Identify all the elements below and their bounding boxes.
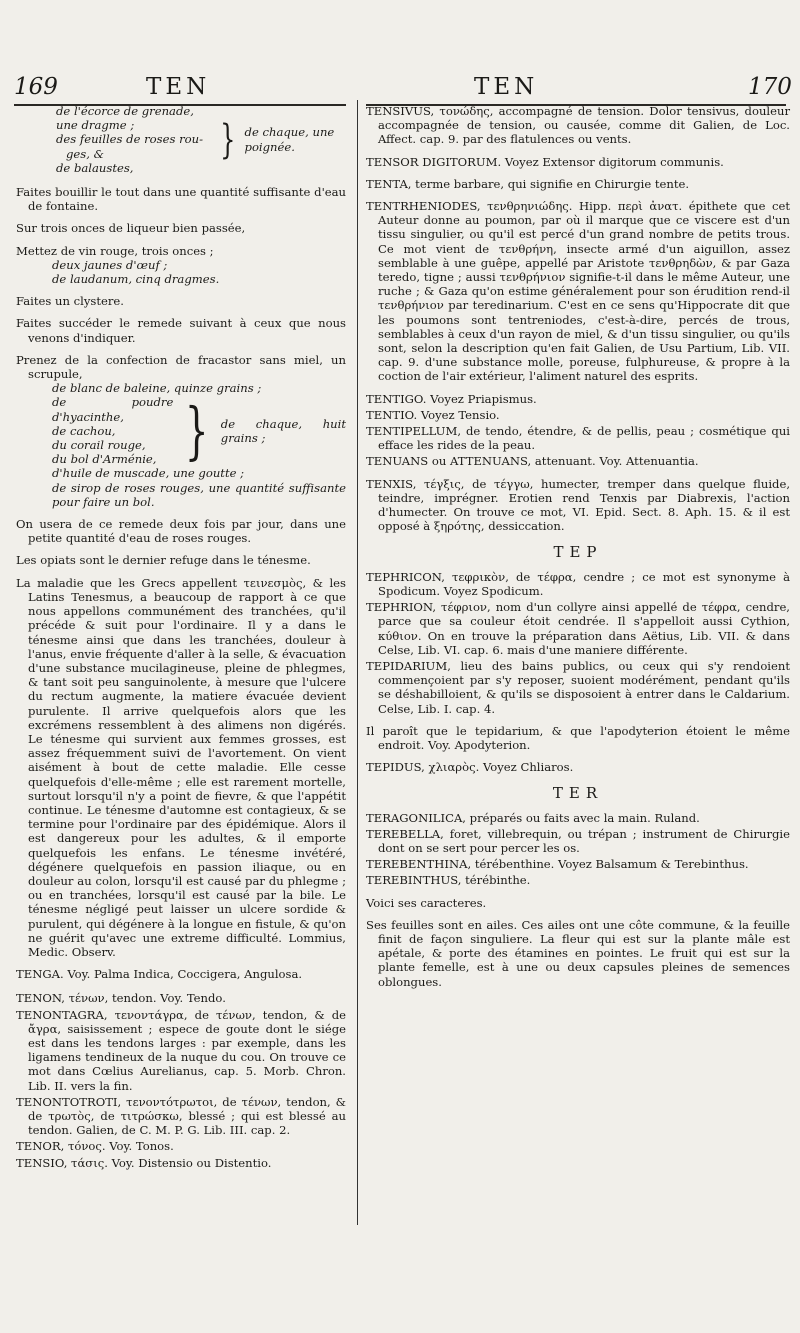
entry-tensivus: TENSIVUS, τονώδης, accompagné de tension. Dolor tensivus, douleur accompagnée de tension, ou causée, comme dit Galien, de Loc. Affect. cap. 9. par des flatulences ou vents.	[366, 104, 790, 147]
entry-tenontagra: TENONTAGRA, τενοντάγρα, de τένων, tendon, & de ἄγρα, saisissement ; espece de goute dont le siége est dans les tendons larges : par exemple, dans les ligamens tendineux de la nuque du cou. On trouve ce mot dans Cœlius Aurelianus, cap. 5. Morb. Chron. Lib. II. vers la fin.	[16, 1007, 346, 1093]
recipe-side-note: de chaque, huit grains ;	[220, 416, 346, 445]
recipe-line: de sirop de roses rouges, une quantité suffisante pour faire un bol.	[52, 480, 346, 509]
entry-tensor-digitorum: TENSOR DIGITORUM. Voyez Extensor digitorum communis.	[366, 154, 724, 169]
entry-tenor: TENOR, τόνος. Voy. Tonos.	[16, 1139, 174, 1154]
recipe-line: Mettez de vin rouge, trois onces ;	[16, 243, 214, 258]
recipe-line: de laudanum, cinq dragmes.	[52, 272, 220, 287]
left-column	[16, 104, 346, 1172]
entry-tephricon: TEPHRICON, τεφρικὸν, de τέφρα, cendre ; ce mot est synonyme à Spodicum. Voyez Spodicum.	[366, 569, 790, 598]
entry-tepidus: TEPIDUS, χλιαρὸς. Voyez Chliaros.	[366, 760, 574, 775]
recipe-line: de l'écorce de grenade, une dragme ;	[56, 104, 194, 133]
paragraph: Il paroît que le tepidarium, & que l'apodyterion étoient le même endroit. Voy. Apodyterion.	[366, 723, 790, 752]
entry-tentigo: TENTIGO. Voyez Priapismus.	[366, 391, 537, 406]
entry-tenon: TENON, τένων, tendon. Voy. Tendo.	[16, 991, 226, 1006]
paragraph: Faites succéder le remede suivant à ceux que nous venons d'indiquer.	[16, 316, 346, 345]
recipe-line: d'huile de muscade, une goutte ;	[52, 466, 245, 481]
entry-terebella: TEREBELLA, foret, villebrequin, ou trépan ; instrument de Chirurgie dont on se sert pour percer les os.	[366, 826, 790, 855]
paragraph: Faites un clystere.	[16, 294, 124, 309]
recipe-line: du bol d'Arménie,	[52, 452, 157, 467]
recipe-block-3	[16, 353, 346, 509]
entry-terebinthus: TEREBINTHUS, térébinthe.	[366, 873, 531, 888]
recipe-brace-group	[16, 395, 346, 466]
paragraph-tenesme: La maladie que les Grecs appellent τεινεσμὸς, & les Latins Tenesmus, a beaucoup de rapport à ce que nous appellons communément des tranchées, qu'il précéde & suit pour l'ordinaire. Il y a dans le ténesme ainsi que dans les tranchées, douleur à l'anus, envie fréquente d'aller à la selle, & évacuation d'une substance mucilagineuse, pleine de phlegmes, & tant soit peu sanguinolente, à mesure que l'ulcere du rectum augmente, la matiere évacuée devient purulente. Il arrive quelquefois alors que les excrémens ressemblent à des alimens non digérés. Le ténesme qui survient aux femmes grosses, est assez fréquemment suivi de l'avortement. On vient aisément à bout de cette maladie. Elle cesse quelquefois d'elle-même ; elle est rarement mortelle, surtout lorsqu'il n'y a point de fievre, & que l'appétit continue. Le ténesme d'automne est contagieux, & se termine pour l'ordinaire par des épidémique. Alors il est dangereux pour les adultes, & il emporte quelquefois les enfans. Le ténesme invétéré, dégénere quelquefois en passion iliaque, ou en douleur au colon, lorsqu'il est causé par du phlegme ; ou en tranchées, lorsqu'il est causé par la bile. Le ténesme négligé peut laisser un ulcere sordide & purulent, qui dégénere à la longue en fistule, & qu'on ne guérit qu'avec une extreme difficulté. Lommius, Medic. Observ.	[16, 575, 346, 959]
section-heading-tep: TEP	[553, 543, 603, 562]
entry-teragonilica: TERAGONILICA, préparés ou faits avec la main. Ruland.	[366, 810, 700, 825]
entry-tensio: TENSIO, τάσις. Voy. Distensio ou Distentio.	[16, 1155, 272, 1170]
paragraph: On usera de ce remede deux fois par jour, dans une petite quantité d'eau de roses rouges.	[16, 517, 346, 546]
entry-tenontotroti: TENONTOTROTI, τενοντότρωτοι, de τένων, tendon, & de τρωτὸς, de τιτρώσκω, blessé ; qui est blessé au tendon. Galien, de C. M. P. G. Lib. III. cap. 2.	[16, 1094, 346, 1138]
right-running-head: TEN	[474, 74, 539, 100]
recipe-line: des feuilles de roses rou-	[56, 132, 203, 147]
recipe-line: Prenez de la confection de fracastor sans miel, un scrupule,	[16, 352, 346, 382]
paragraph: Voici ses caracteres.	[366, 895, 487, 910]
entry-tentrheniodes: TENTRHENIODES, τενθρηνιώδης. Hipp. περὶ ἀνατ. épithete que cet Auteur donne au poumon, par où il marque que ce viscere est d'un tissu singulier, ou qu'il est percé d'un grand nombre de petits trous. Ce mot vient de τενθρήνη, insecte armé d'un aiguillon, assez semblable à une guêpe, appellé par Aristote τενθρηδὼν, & par Gaza teredo, tigne ; aussi τενθρήνιον signifie-t-il dans le même Auteur, une ruche ; & Gaza qu'on estime généralement pour son érudition rend-il τενθρήνιον par teredinarium. C'est en ce sens qu'Hippocrate dit que les poumons sont tentreniodes, c'est-à-dire, percés de trous, semblables à ceux d'un rayon de miel, & d'un tissu singulier, ou qu'ils sont, selon la description qu'en fait Galien, de Usu Partium, Lib. VII. cap. 9. d'une substance molle, poreuse, fulphureuse, & propre à la coction de l'air extérieur, l'aliment naturel des esprits.	[366, 199, 790, 384]
recipe-line: de balaustes,	[56, 160, 134, 175]
entry-tenuans: TENUANS ou ATTENUANS, attenuant. Voy. Attenuantia.	[366, 454, 699, 469]
left-running-head: TEN	[146, 74, 211, 100]
recipe-block-2	[16, 244, 346, 287]
entry-tentio: TENTIO. Voyez Tensio.	[366, 407, 500, 422]
entry-tenga: TENGA. Voy. Palma Indica, Coccigera, Angulosa.	[16, 967, 303, 982]
brace-icon: }	[185, 393, 209, 467]
section-heading-ter: TER	[552, 784, 604, 803]
paragraph: Les opiats sont le dernier refuge dans le ténesme.	[16, 553, 311, 568]
recipe-side-note: de chaque, une poignée.	[244, 125, 335, 154]
recipe-line: de blanc de baleine, quinze grains ;	[52, 381, 262, 396]
paragraph: Ses feuilles sont en ailes. Ces ailes ont une côte commune, & la feuille finit de façon singuliere. La fleur qui est sur la plante mâle est apétale, & porte des étamines en pointes. Le fruit qui est sur la plante femelle, est à une ou deux capsules pleines de semences oblongues.	[366, 917, 790, 989]
entry-tephrion: TEPHRION, τέφριον, nom d'un collyre ainsi appellé de τέφρα, cendre, parce que sa couleur étoit cendrée. Il s'appelloit aussi Cythion, κύθιον. On en trouve la préparation dans Aëtius, Lib. VII. & dans Celse, Lib. VI. cap. 6. mais d'une maniere différente.	[366, 600, 790, 657]
entry-tentipellum: TENTIPELLUM, de tendo, étendre, & de pellis, peau ; cosmétique qui efface les rides de la peau.	[366, 424, 790, 453]
column-divider	[357, 100, 358, 1225]
recipe-block-1	[16, 104, 346, 175]
recipe-line: du corail rouge,	[52, 438, 146, 453]
paragraph: Faites bouillir le tout dans une quantité suffisante d'eau de fontaine.	[16, 185, 346, 214]
recipe-line: de cachou,	[52, 423, 116, 438]
recipe-line: de poudre d'hyacinthe,	[52, 395, 174, 424]
right-column	[366, 104, 790, 997]
entry-tepidarium: TEPIDARIUM, lieu des bains publics, ou ceux qui s'y rendoient commençoient par s'y reposer, suoient modérément, pendant qu'ils se déshabilloient, & qu'ils se disposoient à entrer dans le Caldarium. Celse, Lib. I. cap. 4.	[366, 658, 790, 716]
entry-tenta: TENTA, terme barbare, qui signifie en Chirurgie tente.	[366, 176, 690, 191]
recipe-line: deux jaunes d'œuf ;	[52, 257, 168, 272]
entry-tenxis: TENXIS, τέγξις, de τέγγω, humecter, tremper dans quelque fluide, teindre, imprégner. Erotien rend Tenxis par Diabrexis, l'action d'humecter. On trouve ce mot, VI. Epid. Sect. 8. Aph. 15. & il est opposé à ξηρότης, dessiccation.	[366, 476, 790, 534]
recipe-line: ges, &	[66, 146, 104, 161]
paragraph: Sur trois onces de liqueur bien passée,	[16, 221, 246, 236]
right-page-number: 170	[748, 74, 792, 100]
brace-icon: }	[220, 116, 236, 163]
entry-terebenthina: TEREBENTHINA, térébenthine. Voyez Balsamum & Terebinthus.	[366, 857, 749, 872]
left-page-number: 169	[14, 74, 58, 100]
